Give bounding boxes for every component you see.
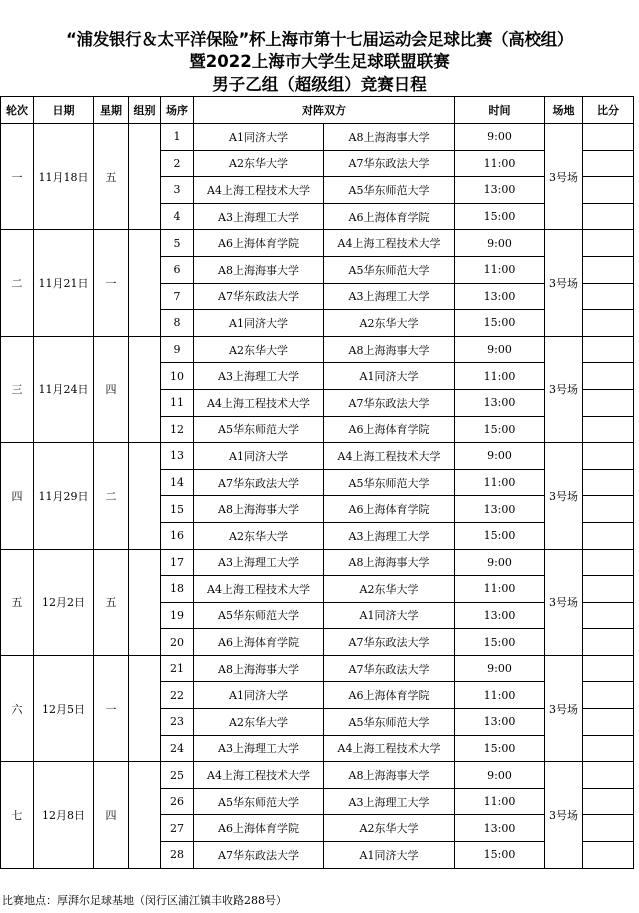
- match-no-cell: 16: [161, 522, 194, 549]
- home-team-cell: A1同济大学: [194, 443, 324, 470]
- away-team-cell: A5华东师范大学: [324, 709, 455, 736]
- match-no-cell: 26: [161, 788, 194, 815]
- round-cell: 一: [1, 124, 34, 230]
- match-no-cell: 1: [161, 124, 194, 151]
- home-team-cell: A6上海体育学院: [194, 230, 324, 257]
- match-no-cell: 3: [161, 177, 194, 204]
- time-cell: 15:00: [455, 416, 545, 443]
- group-cell: [129, 655, 161, 761]
- group-cell: [129, 124, 161, 230]
- title-block: [0, 28, 639, 96]
- score-cell: [583, 496, 634, 523]
- away-team-cell: A8上海海事大学: [324, 124, 455, 151]
- score-cell: [583, 124, 634, 151]
- home-team-cell: A5华东师范大学: [194, 788, 324, 815]
- score-cell: [583, 735, 634, 762]
- home-team-cell: A5华东师范大学: [194, 416, 324, 443]
- home-team-cell: A8上海海事大学: [194, 256, 324, 283]
- away-team-cell: A1同济大学: [324, 363, 455, 390]
- time-cell: 13:00: [455, 389, 545, 416]
- venue-cell: 3号场: [545, 655, 583, 761]
- col-header-venue: 场地: [545, 97, 583, 124]
- venue-cell: 3号场: [545, 762, 583, 868]
- col-header-match-no: 场序: [161, 97, 194, 124]
- away-team-cell: A5华东师范大学: [324, 469, 455, 496]
- weekday-cell: 五: [94, 549, 129, 655]
- weekday-cell: 一: [94, 655, 129, 761]
- score-cell: [583, 655, 634, 682]
- time-cell: 13:00: [455, 496, 545, 523]
- away-team-cell: A1同济大学: [324, 602, 455, 629]
- home-team-cell: A3上海理工大学: [194, 735, 324, 762]
- match-no-cell: 17: [161, 549, 194, 576]
- home-team-cell: A6上海体育学院: [194, 815, 324, 842]
- match-no-cell: 12: [161, 416, 194, 443]
- home-team-cell: A2东华大学: [194, 150, 324, 177]
- away-team-cell: A5华东师范大学: [324, 177, 455, 204]
- score-cell: [583, 363, 634, 390]
- score-cell: [583, 469, 634, 496]
- away-team-cell: A8上海海事大学: [324, 336, 455, 363]
- time-cell: 9:00: [455, 336, 545, 363]
- date-cell: 12月5日: [34, 655, 94, 761]
- match-no-cell: 14: [161, 469, 194, 496]
- away-team-cell: A6上海体育学院: [324, 496, 455, 523]
- col-header-teams: 对阵双方: [194, 97, 455, 124]
- match-no-cell: 19: [161, 602, 194, 629]
- score-cell: [583, 629, 634, 656]
- group-cell: [129, 336, 161, 442]
- weekday-cell: 五: [94, 124, 129, 230]
- col-header-time: 时间: [455, 97, 545, 124]
- venue-cell: 3号场: [545, 443, 583, 549]
- time-cell: 9:00: [455, 762, 545, 789]
- title-line-2: 暨2022上海市大学生足球联盟联赛: [189, 52, 450, 71]
- home-team-cell: A4上海工程技术大学: [194, 389, 324, 416]
- table-row: [1, 549, 634, 576]
- away-team-cell: A7华东政法大学: [324, 629, 455, 656]
- round-cell: 五: [1, 549, 34, 655]
- time-cell: 15:00: [455, 522, 545, 549]
- group-cell: [129, 549, 161, 655]
- away-team-cell: A4上海工程技术大学: [324, 230, 455, 257]
- match-no-cell: 4: [161, 203, 194, 230]
- weekday-cell: 四: [94, 336, 129, 442]
- time-cell: 13:00: [455, 602, 545, 629]
- score-cell: [583, 788, 634, 815]
- match-no-cell: 9: [161, 336, 194, 363]
- date-cell: 11月29日: [34, 443, 94, 549]
- time-cell: 9:00: [455, 655, 545, 682]
- col-header-group: 组别: [129, 97, 161, 124]
- table-row: [1, 124, 634, 151]
- match-no-cell: 10: [161, 363, 194, 390]
- home-team-cell: A6上海体育学院: [194, 629, 324, 656]
- time-cell: 9:00: [455, 230, 545, 257]
- score-cell: [583, 283, 634, 310]
- score-cell: [583, 389, 634, 416]
- match-no-cell: 15: [161, 496, 194, 523]
- away-team-cell: A1同济大学: [324, 842, 455, 869]
- col-header-score: 比分: [583, 97, 634, 124]
- group-cell: [129, 443, 161, 549]
- away-team-cell: A2东华大学: [324, 815, 455, 842]
- home-team-cell: A8上海海事大学: [194, 655, 324, 682]
- time-cell: 11:00: [455, 150, 545, 177]
- col-header-weekday: 星期: [94, 97, 129, 124]
- score-cell: [583, 682, 634, 709]
- away-team-cell: A3上海理工大学: [324, 522, 455, 549]
- match-no-cell: 22: [161, 682, 194, 709]
- round-cell: 四: [1, 443, 34, 549]
- time-cell: 11:00: [455, 682, 545, 709]
- home-team-cell: A3上海理工大学: [194, 363, 324, 390]
- date-cell: 11月24日: [34, 336, 94, 442]
- col-header-date: 日期: [34, 97, 94, 124]
- time-cell: 9:00: [455, 549, 545, 576]
- date-cell: 11月21日: [34, 230, 94, 336]
- match-no-cell: 11: [161, 389, 194, 416]
- away-team-cell: A7华东政法大学: [324, 150, 455, 177]
- time-cell: 11:00: [455, 256, 545, 283]
- match-no-cell: 23: [161, 709, 194, 736]
- score-cell: [583, 256, 634, 283]
- match-no-cell: 25: [161, 762, 194, 789]
- match-no-cell: 5: [161, 230, 194, 257]
- score-cell: [583, 709, 634, 736]
- venue-footer: 比赛地点：厚湃尔足球基地（闵行区浦江镇丰收路288号）: [2, 894, 287, 907]
- time-cell: 15:00: [455, 203, 545, 230]
- group-cell: [129, 230, 161, 336]
- home-team-cell: A3上海理工大学: [194, 549, 324, 576]
- title-line-1: “浦发银行＆太平洋保险”杯上海市第十七届运动会足球比赛（高校组）: [65, 30, 574, 49]
- away-team-cell: A7华东政法大学: [324, 655, 455, 682]
- home-team-cell: A4上海工程技术大学: [194, 762, 324, 789]
- home-team-cell: A1同济大学: [194, 124, 324, 151]
- away-team-cell: A6上海体育学院: [324, 416, 455, 443]
- time-cell: 11:00: [455, 788, 545, 815]
- away-team-cell: A6上海体育学院: [324, 682, 455, 709]
- time-cell: 15:00: [455, 735, 545, 762]
- match-no-cell: 7: [161, 283, 194, 310]
- table-row: [1, 230, 634, 257]
- match-no-cell: 2: [161, 150, 194, 177]
- match-no-cell: 6: [161, 256, 194, 283]
- away-team-cell: A3上海理工大学: [324, 788, 455, 815]
- time-cell: 9:00: [455, 124, 545, 151]
- score-cell: [583, 576, 634, 603]
- home-team-cell: A7华东政法大学: [194, 283, 324, 310]
- weekday-cell: 二: [94, 443, 129, 549]
- table-row: [1, 655, 634, 682]
- away-team-cell: A3上海理工大学: [324, 283, 455, 310]
- score-cell: [583, 336, 634, 363]
- match-no-cell: 20: [161, 629, 194, 656]
- away-team-cell: A2东华大学: [324, 576, 455, 603]
- away-team-cell: A4上海工程技术大学: [324, 735, 455, 762]
- round-cell: 七: [1, 762, 34, 868]
- score-cell: [583, 203, 634, 230]
- date-cell: 12月8日: [34, 762, 94, 868]
- home-team-cell: A4上海工程技术大学: [194, 177, 324, 204]
- away-team-cell: A6上海体育学院: [324, 203, 455, 230]
- round-cell: 二: [1, 230, 34, 336]
- time-cell: 13:00: [455, 283, 545, 310]
- match-no-cell: 8: [161, 310, 194, 337]
- match-no-cell: 28: [161, 842, 194, 869]
- match-no-cell: 18: [161, 576, 194, 603]
- time-cell: 15:00: [455, 842, 545, 869]
- score-cell: [583, 310, 634, 337]
- match-no-cell: 13: [161, 443, 194, 470]
- score-cell: [583, 602, 634, 629]
- score-cell: [583, 230, 634, 257]
- time-cell: 13:00: [455, 709, 545, 736]
- time-cell: 15:00: [455, 629, 545, 656]
- score-cell: [583, 150, 634, 177]
- match-no-cell: 24: [161, 735, 194, 762]
- score-cell: [583, 549, 634, 576]
- time-cell: 9:00: [455, 443, 545, 470]
- venue-cell: 3号场: [545, 230, 583, 336]
- home-team-cell: A7华东政法大学: [194, 469, 324, 496]
- away-team-cell: A8上海海事大学: [324, 549, 455, 576]
- match-no-cell: 21: [161, 655, 194, 682]
- away-team-cell: A7华东政法大学: [324, 389, 455, 416]
- home-team-cell: A4上海工程技术大学: [194, 576, 324, 603]
- home-team-cell: A3上海理工大学: [194, 203, 324, 230]
- home-team-cell: A8上海海事大学: [194, 496, 324, 523]
- score-cell: [583, 842, 634, 869]
- weekday-cell: 四: [94, 762, 129, 868]
- away-team-cell: A8上海海事大学: [324, 762, 455, 789]
- score-cell: [583, 762, 634, 789]
- venue-cell: 3号场: [545, 549, 583, 655]
- time-cell: 15:00: [455, 310, 545, 337]
- time-cell: 13:00: [455, 177, 545, 204]
- home-team-cell: A1同济大学: [194, 310, 324, 337]
- time-cell: 13:00: [455, 815, 545, 842]
- table-row: [1, 762, 634, 789]
- score-cell: [583, 522, 634, 549]
- col-header-round: 轮次: [1, 97, 34, 124]
- away-team-cell: A2东华大学: [324, 310, 455, 337]
- schedule-body: [1, 124, 634, 869]
- match-no-cell: 27: [161, 815, 194, 842]
- venue-cell: 3号场: [545, 336, 583, 442]
- date-cell: 11月18日: [34, 124, 94, 230]
- score-cell: [583, 416, 634, 443]
- round-cell: 六: [1, 655, 34, 761]
- away-team-cell: A5华东师范大学: [324, 256, 455, 283]
- score-cell: [583, 443, 634, 470]
- venue-cell: 3号场: [545, 124, 583, 230]
- round-cell: 三: [1, 336, 34, 442]
- home-team-cell: A2东华大学: [194, 709, 324, 736]
- group-cell: [129, 762, 161, 868]
- weekday-cell: 一: [94, 230, 129, 336]
- home-team-cell: A7华东政法大学: [194, 842, 324, 869]
- home-team-cell: A2东华大学: [194, 336, 324, 363]
- header-row: [1, 97, 634, 124]
- time-cell: 11:00: [455, 363, 545, 390]
- home-team-cell: A2东华大学: [194, 522, 324, 549]
- time-cell: 11:00: [455, 576, 545, 603]
- schedule-table: [0, 96, 634, 869]
- date-cell: 12月2日: [34, 549, 94, 655]
- home-team-cell: A5华东师范大学: [194, 602, 324, 629]
- home-team-cell: A1同济大学: [194, 682, 324, 709]
- table-row: [1, 336, 634, 363]
- time-cell: 11:00: [455, 469, 545, 496]
- table-row: [1, 443, 634, 470]
- score-cell: [583, 177, 634, 204]
- score-cell: [583, 815, 634, 842]
- title-line-3: 男子乙组（超级组）竞赛日程: [212, 75, 427, 94]
- away-team-cell: A4上海工程技术大学: [324, 443, 455, 470]
